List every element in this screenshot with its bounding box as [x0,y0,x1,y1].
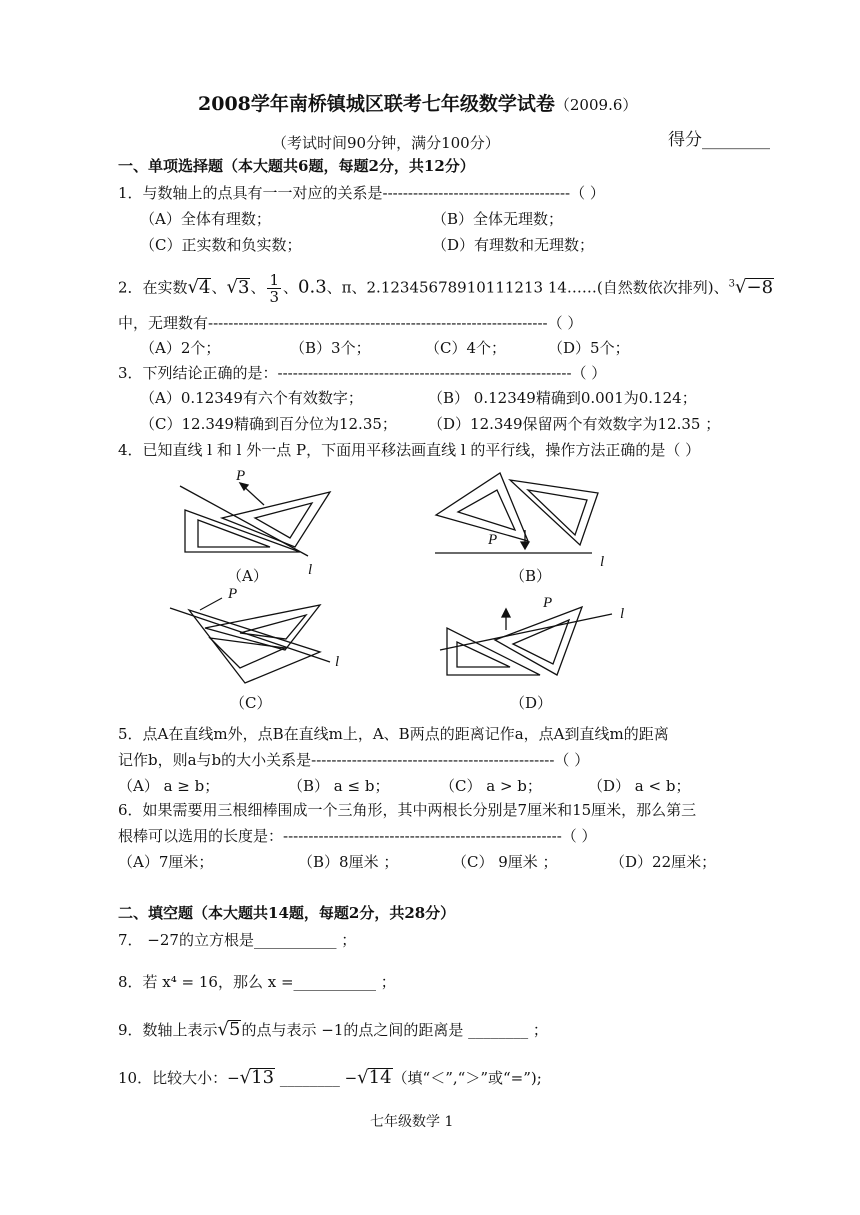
q2-prefix: 2．在实数 [118,278,188,297]
q2-sqrt4: 4 [199,276,211,298]
q3-option-d: （D）12.349保留两个有效数字为12.35 ； [428,415,721,433]
q2-option-a: （A）2个； [140,339,221,357]
fig-c-l: l [335,654,340,670]
q3-option-b: （B） 0.12349精确到0.001为0.124； [428,389,697,407]
q2-rest: 、π、2.12345678910111213 14……(自然数依次排列)、 [326,278,729,297]
q1-option-a: （A）全体有理数； [140,210,271,228]
exam-subtitle: （考试时间90分钟，满分100分） [272,134,500,152]
q3-option-c: （C）12.349精确到百分位为12.35； [140,415,397,433]
q1-option-b: （B）全体无理数； [432,210,564,228]
q9-radicand: 5 [229,1019,241,1040]
q10-radicand-1: 13 [251,1067,275,1088]
q2-cbrt: −8 [746,276,774,298]
q10: 10．比较大小：−√13 ________ −√14（填“＜”,“＞”或“=”); [118,1067,542,1088]
fig-a-p: P [236,468,246,484]
q10-radicand-2: 14 [368,1067,392,1088]
fig-a-caption: （A） [227,567,268,585]
figure-a [180,483,330,556]
q3-option-a: （A）0.12349有六个有效数字； [140,389,363,407]
section-2-heading: 二、填空题（本大题共14题，每题2分，共28分） [118,904,456,922]
q6-option-a: （A）7厘米； [118,853,214,871]
title-date: （2009.6） [554,96,638,114]
q2-line-1: 2．在实数√4、√3、 $\frac{1}{3}$ 、0.3、π、2.12345678910111213 14……(自然数依次排列)、$^3$√−8 [118,271,774,306]
fig-c-caption: （C） [230,694,272,712]
q1-option-c: （C）正实数和负实数； [140,236,302,254]
figure-b [435,473,598,553]
fig-d-p: P [543,595,553,611]
q9-suffix: 的点与表示 −1的点之间的距离是 ________ ； [241,1021,548,1039]
q2-option-b: （B）3个； [290,339,371,357]
q8: 8．若 x⁴ = 16，那么 x =___________ ； [118,973,396,991]
q5-option-d: （D） a < b； [588,777,691,795]
section-1-heading: 一、单项选择题（本大题共6题，每题2分，共12分） [118,157,475,175]
q6-line-1: 6．如果需要用三根细棒围成一个三角形，其中两根长分别是7厘米和15厘米，那么第三 [118,801,697,819]
q2-option-c: （C）4个； [425,339,507,357]
q6-option-c: （C） 9厘米 ； [452,853,558,871]
q5-line-2: 记作b，则a与b的大小关系是------------------------------------------------（ ） [118,751,590,769]
q5-line-1: 5．点A在直线m外，点B在直线m上，A、B两点的距离记作a，点A到直线m的距离 [118,725,669,743]
fig-a-l: l [308,562,313,578]
q5-option-a: （A） a ≥ b； [118,777,220,795]
q10-suffix: （填“＜”,“＞”或“=”); [392,1069,542,1087]
q2-option-d: （D）5个； [548,339,630,357]
fig-d-l: l [620,606,625,622]
q6-option-d: （D）22厘米； [610,853,717,871]
q1-option-d: （D）有理数和无理数； [432,236,595,254]
fig-c-p: P [228,586,238,602]
figure-d [440,607,612,675]
fig-b-p: P [488,532,498,548]
q2-sqrt3: 3 [237,276,250,298]
q2-frac-den: 3 [269,288,279,306]
q5-option-b: （B） a ≤ b； [288,777,390,795]
q9-prefix: 9．数轴上表示 [118,1021,218,1039]
q7: 7． −27的立方根是___________ ； [118,931,357,949]
q2-repeating: 0.3 [298,276,327,298]
q2-frac-num: 1 [269,271,279,289]
fig-d-caption: （D） [510,694,553,712]
fig-b-l: l [600,554,605,570]
page-footer: 七年级数学 1 [370,1114,454,1130]
q5-option-c: （C） a > b； [440,777,542,795]
score-field[interactable]: 得分________ [668,130,770,150]
q6-line-2: 根棒可以选用的长度是：-------------------------------------------------------（ ） [118,827,597,845]
q10-mid: ________ − [275,1069,358,1087]
q10-prefix: 10．比较大小：− [118,1069,240,1087]
q1-stem: 1．与数轴上的点具有一一对应的关系是-------------------------------------（ ） [118,184,605,202]
q3-stem: 3．下列结论正确的是：----------------------------------------------------------（ ） [118,364,607,382]
q6-option-b: （B）8厘米 ； [298,853,399,871]
q4-stem: 4．已知直线 l 和 l 外一点 P，下面用平移法画直线 l 的平行线，操作方法正确的是（ ） [118,441,701,459]
q2-line-2: 中，无理数有-------------------------------------------------------------------（ ） [118,314,583,332]
fig-b-caption: （B） [510,567,552,585]
figure-c [170,598,330,683]
q9: 9．数轴上表示√5的点与表示 −1的点之间的距离是 ________ ； [118,1019,548,1040]
title-text: 2008学年南桥镇城区联考七年级数学试卷 [198,93,555,115]
